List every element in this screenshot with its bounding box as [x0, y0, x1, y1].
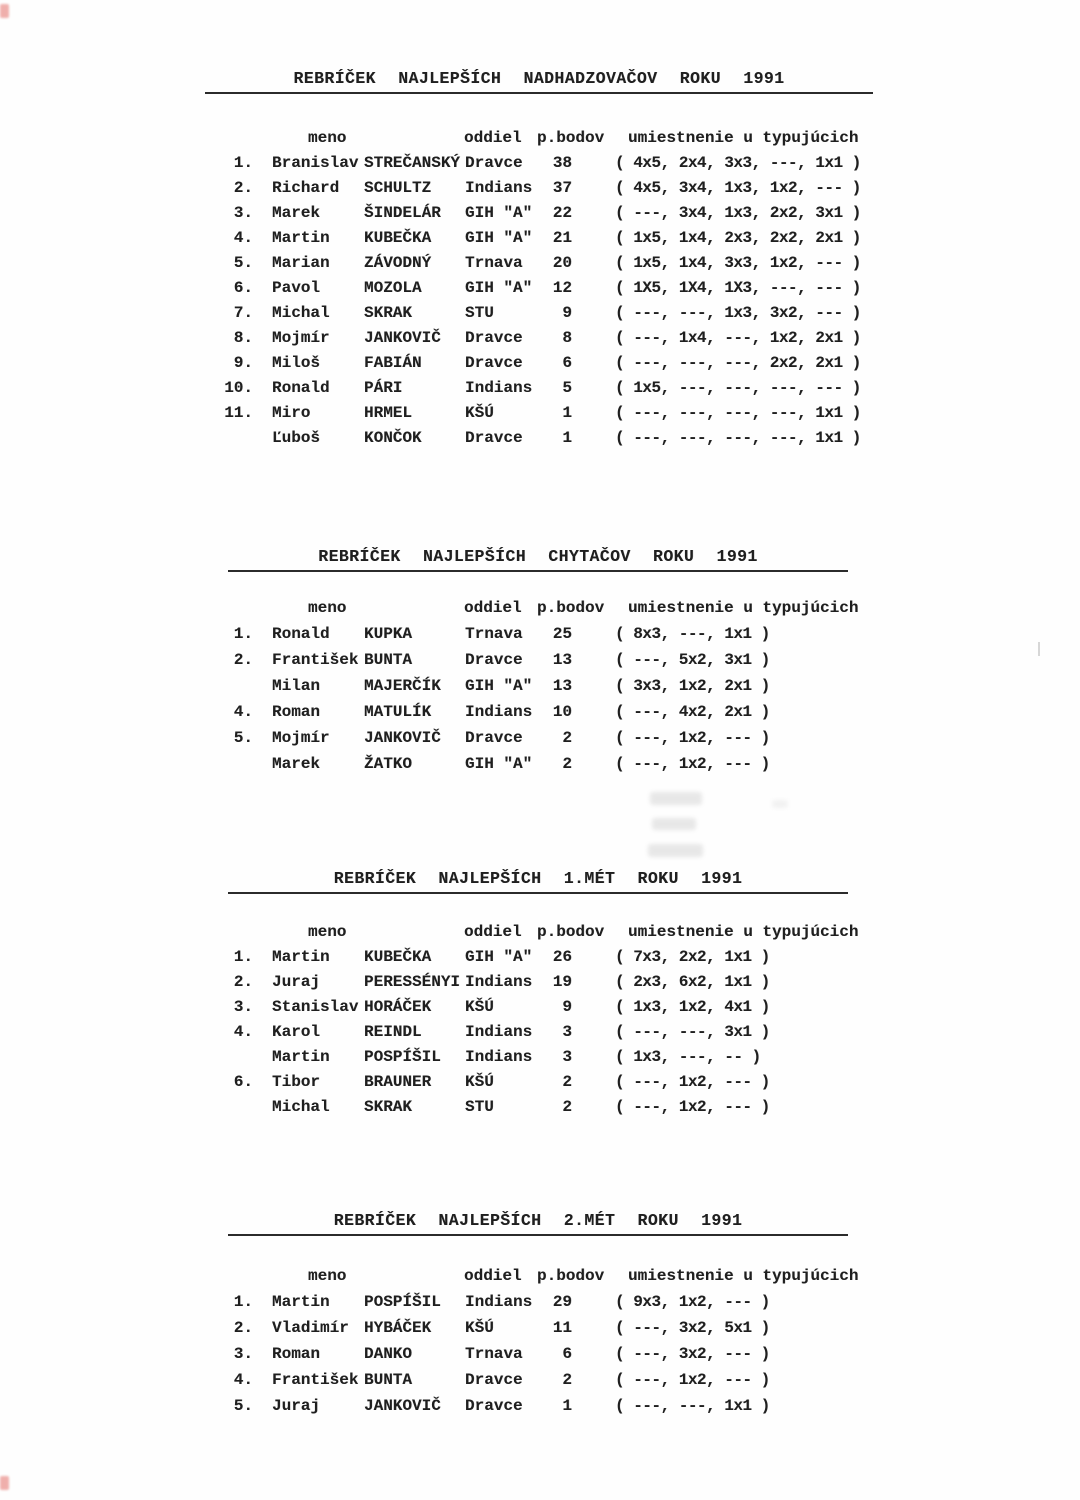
table-row — [0, 995, 1080, 1020]
row-rank: 1. — [233, 948, 253, 966]
row-placings: ( ---, ---, 3x1 ) — [615, 1023, 770, 1041]
row-club: Dravce — [465, 729, 523, 747]
row-placings: ( ---, ---, 1x1 ) — [615, 1397, 770, 1415]
row-club: Indians — [465, 1023, 533, 1041]
table-row — [0, 201, 1080, 226]
row-surname: STREČANSKÝ — [364, 154, 461, 172]
table-row — [0, 351, 1080, 376]
table-row — [0, 1367, 1080, 1393]
row-club: GIH "A" — [465, 755, 533, 773]
row-rank: 4. — [233, 229, 253, 247]
row-club: Indians — [465, 1048, 533, 1066]
table-row — [0, 226, 1080, 251]
scan-smudge — [772, 800, 788, 808]
row-surname: KUPKA — [364, 625, 413, 643]
row-placings: ( 1x5, ---, ---, ---, --- ) — [615, 379, 861, 397]
row-placings: ( ---, 1x4, ---, 1x2, 2x1 ) — [615, 329, 861, 347]
second-base-ranking-table — [0, 1210, 1080, 1419]
row-points: 9 — [562, 998, 572, 1016]
table-row — [0, 1095, 1080, 1120]
row-points: 20 — [552, 254, 572, 272]
row-placings: ( ---, 4x2, 2x1 ) — [615, 703, 770, 721]
row-points: 2 — [562, 755, 572, 773]
row-first-name: Michal — [272, 304, 330, 322]
row-first-name: Milan — [272, 677, 321, 695]
row-points: 2 — [562, 1073, 572, 1091]
row-club: Trnava — [465, 254, 523, 272]
row-placings: ( ---, ---, ---, 2x2, 2x1 ) — [615, 354, 861, 372]
row-surname: MAJERČÍK — [364, 677, 441, 695]
row-first-name: Mojmír — [272, 729, 330, 747]
row-placings: ( 1X5, 1X4, 1X3, ---, --- ) — [615, 279, 861, 297]
row-surname: REINDL — [364, 1023, 422, 1041]
row-rank: 1. — [233, 154, 253, 172]
row-points: 13 — [552, 651, 572, 669]
row-rank: 3. — [233, 998, 253, 1016]
row-surname: JANKOVIČ — [364, 729, 441, 747]
row-first-name: Richard — [272, 179, 340, 197]
row-points: 6 — [562, 1345, 572, 1363]
table-title-underline — [228, 868, 848, 894]
column-header-pbodov: p.bodov — [537, 923, 605, 941]
row-club: Dravce — [465, 429, 523, 447]
row-rank: 8. — [233, 329, 253, 347]
row-surname: DANKO — [364, 1345, 413, 1363]
row-points: 3 — [562, 1023, 572, 1041]
row-points: 37 — [552, 179, 572, 197]
table-row — [0, 751, 1080, 777]
row-rank: 3. — [233, 204, 253, 222]
row-surname: ŽATKO — [364, 755, 413, 773]
row-first-name: Pavol — [272, 279, 321, 297]
table-title-underline — [205, 68, 873, 94]
table-row — [0, 1020, 1080, 1045]
row-points: 2 — [562, 1098, 572, 1116]
row-first-name: Martin — [272, 1048, 330, 1066]
scan-smudge — [650, 792, 702, 805]
row-placings: ( ---, 1x2, --- ) — [615, 1098, 770, 1116]
row-first-name: Miloš — [272, 354, 321, 372]
row-surname: POSPÍŠIL — [364, 1048, 441, 1066]
row-surname: SKRAK — [364, 1098, 413, 1116]
row-placings: ( 1x3, ---, -- ) — [615, 1048, 761, 1066]
row-first-name: Branislav — [272, 154, 359, 172]
row-first-name: Juraj — [272, 1397, 321, 1415]
row-placings: ( 1x3, 1x2, 4x1 ) — [615, 998, 770, 1016]
table-row — [0, 621, 1080, 647]
row-placings: ( ---, ---, ---, ---, 1x1 ) — [615, 404, 861, 422]
row-surname: JANKOVIČ — [364, 329, 441, 347]
row-club: STU — [465, 1098, 494, 1116]
row-first-name: Marek — [272, 204, 321, 222]
row-placings: ( ---, 3x2, 5x1 ) — [615, 1319, 770, 1337]
row-club: Dravce — [465, 1371, 523, 1389]
row-first-name: Martin — [272, 948, 330, 966]
row-placings: ( 3x3, 1x2, 2x1 ) — [615, 677, 770, 695]
row-placings: ( 2x3, 6x2, 1x1 ) — [615, 973, 770, 991]
row-points: 11 — [552, 1319, 572, 1337]
row-rank: 1. — [233, 1293, 253, 1311]
row-rank: 2. — [233, 1319, 253, 1337]
catchers-table-title: REBRÍČEK NAJLEPŠÍCH CHYTAČOV ROKU 1991 — [318, 547, 758, 566]
row-points: 10 — [552, 703, 572, 721]
row-rank: 4. — [233, 703, 253, 721]
row-club: Indians — [465, 379, 533, 397]
row-placings: ( 4x5, 3x4, 1x3, 1x2, --- ) — [615, 179, 861, 197]
column-header-oddiel: oddiel — [464, 599, 522, 617]
table-header-row — [0, 920, 1080, 945]
table-header-row — [0, 1264, 1080, 1289]
row-surname: HRMEL — [364, 404, 413, 422]
row-points: 19 — [552, 973, 572, 991]
table-row — [0, 1341, 1080, 1367]
row-club: Dravce — [465, 651, 523, 669]
table-row — [0, 699, 1080, 725]
column-header-meno: meno — [308, 1267, 347, 1285]
table-title-underline — [228, 546, 848, 572]
table-row — [0, 176, 1080, 201]
row-rank: 9. — [233, 354, 253, 372]
row-rank: 2. — [233, 973, 253, 991]
table-row — [0, 426, 1080, 451]
row-club: GIH "A" — [465, 948, 533, 966]
row-surname: HYBÁČEK — [364, 1319, 432, 1337]
row-first-name: Roman — [272, 703, 321, 721]
row-club: Indians — [465, 703, 533, 721]
row-points: 1 — [562, 429, 572, 447]
row-points: 26 — [552, 948, 572, 966]
row-first-name: Miro — [272, 404, 311, 422]
row-placings: ( ---, 3x4, 1x3, 2x2, 3x1 ) — [615, 204, 861, 222]
row-rank: 11. — [224, 404, 253, 422]
row-placings: ( 1x5, 1x4, 3x3, 1x2, --- ) — [615, 254, 861, 272]
row-surname: KONČOK — [364, 429, 422, 447]
row-surname: MOZOLA — [364, 279, 422, 297]
table-rows — [0, 151, 1080, 451]
row-rank: 5. — [233, 1397, 253, 1415]
table-row — [0, 276, 1080, 301]
column-header-oddiel: oddiel — [464, 923, 522, 941]
row-first-name: Marek — [272, 755, 321, 773]
pitchers-ranking-table — [0, 68, 1080, 451]
row-points: 1 — [562, 1397, 572, 1415]
column-header-umiestnenie: umiestnenie u typujúcich — [628, 1267, 859, 1285]
column-header-pbodov: p.bodov — [537, 599, 605, 617]
row-first-name: František — [272, 1371, 359, 1389]
column-header-umiestnenie: umiestnenie u typujúcich — [628, 129, 859, 147]
row-club: Dravce — [465, 354, 523, 372]
row-surname: POSPÍŠIL — [364, 1293, 441, 1311]
column-header-pbodov: p.bodov — [537, 1267, 605, 1285]
row-first-name: Stanislav — [272, 998, 359, 1016]
table-row — [0, 647, 1080, 673]
row-rank: 10. — [224, 379, 253, 397]
row-surname: KUBEČKA — [364, 229, 432, 247]
table-row — [0, 376, 1080, 401]
table-row — [0, 151, 1080, 176]
row-points: 2 — [562, 729, 572, 747]
row-placings: ( 4x5, 2x4, 3x3, ---, 1x1 ) — [615, 154, 861, 172]
row-club: KŠÚ — [465, 1073, 494, 1091]
row-first-name: Martin — [272, 1293, 330, 1311]
row-points: 12 — [552, 279, 572, 297]
scan-smudge — [652, 818, 696, 830]
column-header-meno: meno — [308, 129, 347, 147]
row-surname: ZÁVODNÝ — [364, 254, 432, 272]
table-row — [0, 673, 1080, 699]
first-base-ranking-table — [0, 868, 1080, 1120]
row-rank: 6. — [233, 1073, 253, 1091]
row-points: 38 — [552, 154, 572, 172]
table-header-row — [0, 126, 1080, 151]
column-header-umiestnenie: umiestnenie u typujúcich — [628, 599, 859, 617]
row-rank: 5. — [233, 254, 253, 272]
column-header-umiestnenie: umiestnenie u typujúcich — [628, 923, 859, 941]
row-rank: 2. — [233, 179, 253, 197]
row-rank: 5. — [233, 729, 253, 747]
row-placings: ( ---, 1x2, --- ) — [615, 729, 770, 747]
row-placings: ( 9x3, 1x2, --- ) — [615, 1293, 770, 1311]
column-header-oddiel: oddiel — [464, 1267, 522, 1285]
catchers-ranking-table — [0, 546, 1080, 777]
row-points: 22 — [552, 204, 572, 222]
row-first-name: Ronald — [272, 625, 330, 643]
row-surname: MATULÍK — [364, 703, 432, 721]
row-placings: ( ---, 1x2, --- ) — [615, 1371, 770, 1389]
row-surname: PÁRI — [364, 379, 403, 397]
row-surname: KUBEČKA — [364, 948, 432, 966]
row-points: 9 — [562, 304, 572, 322]
row-first-name: Ronald — [272, 379, 330, 397]
row-rank: 3. — [233, 1345, 253, 1363]
row-points: 29 — [552, 1293, 572, 1311]
table-row — [0, 251, 1080, 276]
row-placings: ( ---, 3x2, --- ) — [615, 1345, 770, 1363]
row-first-name: Tibor — [272, 1073, 321, 1091]
row-club: Dravce — [465, 329, 523, 347]
red-pen-mark-top-left — [0, 4, 9, 18]
row-first-name: Roman — [272, 1345, 321, 1363]
row-surname: FABIÁN — [364, 354, 422, 372]
table-row — [0, 1045, 1080, 1070]
table-row — [0, 1070, 1080, 1095]
row-first-name: Vladimír — [272, 1319, 349, 1337]
row-club: KŠÚ — [465, 998, 494, 1016]
table-header-row — [0, 596, 1080, 621]
column-header-meno: meno — [308, 599, 347, 617]
table-row — [0, 1315, 1080, 1341]
row-placings: ( 8x3, ---, 1x1 ) — [615, 625, 770, 643]
row-surname: HORÁČEK — [364, 998, 432, 1016]
second-base-table-title: REBRÍČEK NAJLEPŠÍCH 2.MÉT ROKU 1991 — [333, 1211, 743, 1230]
row-points: 25 — [552, 625, 572, 643]
table-row — [0, 326, 1080, 351]
row-club: Trnava — [465, 1345, 523, 1363]
table-rows — [0, 1289, 1080, 1419]
row-rank: 4. — [233, 1371, 253, 1389]
row-surname: PERESSÉNYI — [364, 973, 461, 991]
row-points: 2 — [562, 1371, 572, 1389]
first-base-table-title: REBRÍČEK NAJLEPŠÍCH 1.MÉT ROKU 1991 — [333, 869, 743, 888]
row-placings: ( 1x5, 1x4, 2x3, 2x2, 2x1 ) — [615, 229, 861, 247]
row-points: 1 — [562, 404, 572, 422]
row-club: Indians — [465, 1293, 533, 1311]
row-surname: BUNTA — [364, 1371, 413, 1389]
row-points: 13 — [552, 677, 572, 695]
row-club: GIH "A" — [465, 229, 533, 247]
row-placings: ( ---, 5x2, 3x1 ) — [615, 651, 770, 669]
row-points: 3 — [562, 1048, 572, 1066]
red-pen-mark-bottom-left — [0, 1476, 9, 1490]
row-club: KŠÚ — [465, 404, 494, 422]
scan-smudge — [648, 844, 703, 857]
row-first-name: Karol — [272, 1023, 321, 1041]
row-rank: 1. — [233, 625, 253, 643]
row-placings: ( ---, 1x2, --- ) — [615, 1073, 770, 1091]
row-rank: 4. — [233, 1023, 253, 1041]
row-surname: SCHULTZ — [364, 179, 432, 197]
table-rows — [0, 621, 1080, 777]
table-row — [0, 725, 1080, 751]
row-points: 21 — [552, 229, 572, 247]
row-surname: JANKOVIČ — [364, 1397, 441, 1415]
row-club: Trnava — [465, 625, 523, 643]
row-club: Dravce — [465, 154, 523, 172]
row-first-name: Juraj — [272, 973, 321, 991]
row-first-name: Martin — [272, 229, 330, 247]
row-rank: 6. — [233, 279, 253, 297]
row-surname: SKRAK — [364, 304, 413, 322]
row-first-name: Marian — [272, 254, 330, 272]
row-club: GIH "A" — [465, 677, 533, 695]
row-rank: 2. — [233, 651, 253, 669]
row-club: Dravce — [465, 1397, 523, 1415]
row-points: 6 — [562, 354, 572, 372]
row-surname: BUNTA — [364, 651, 413, 669]
row-placings: ( 7x3, 2x2, 1x1 ) — [615, 948, 770, 966]
row-club: GIH "A" — [465, 279, 533, 297]
row-club: STU — [465, 304, 494, 322]
table-row — [0, 401, 1080, 426]
pitchers-table-title: REBRÍČEK NAJLEPŠÍCH NADHADZOVAČOV ROKU 1991 — [293, 69, 785, 88]
row-points: 8 — [562, 329, 572, 347]
table-row — [0, 970, 1080, 995]
column-header-pbodov: p.bodov — [537, 129, 605, 147]
row-first-name: Mojmír — [272, 329, 330, 347]
row-rank: 7. — [233, 304, 253, 322]
table-row — [0, 301, 1080, 326]
row-surname: ŠINDELÁR — [364, 204, 441, 222]
row-placings: ( ---, 1x2, --- ) — [615, 755, 770, 773]
row-points: 5 — [562, 379, 572, 397]
row-club: Indians — [465, 179, 533, 197]
row-first-name: Ľuboš — [272, 429, 321, 447]
table-rows — [0, 945, 1080, 1120]
row-placings: ( ---, ---, ---, ---, 1x1 ) — [615, 429, 861, 447]
row-club: GIH "A" — [465, 204, 533, 222]
table-row — [0, 1289, 1080, 1315]
table-row — [0, 1393, 1080, 1419]
table-title-underline — [228, 1210, 848, 1236]
table-row — [0, 945, 1080, 970]
column-header-meno: meno — [308, 923, 347, 941]
row-first-name: Michal — [272, 1098, 330, 1116]
row-placings: ( ---, ---, 1x3, 3x2, --- ) — [615, 304, 861, 322]
row-first-name: František — [272, 651, 359, 669]
row-club: KŠÚ — [465, 1319, 494, 1337]
column-header-oddiel: oddiel — [464, 129, 522, 147]
row-club: Indians — [465, 973, 533, 991]
row-surname: BRAUNER — [364, 1073, 432, 1091]
